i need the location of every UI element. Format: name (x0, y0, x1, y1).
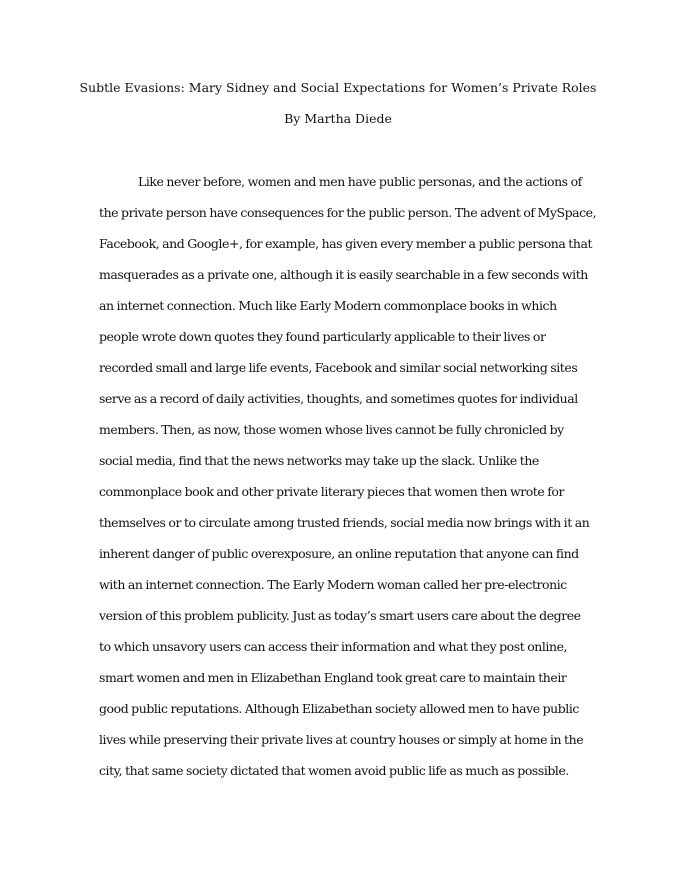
paragraph-line: smart women and men in Elizabethan England took great care to maintain their (99, 670, 567, 685)
paragraph-line: social media, find that the news networks may take up the slack. Unlike the (99, 453, 539, 468)
paragraph-line: to which unsavory users can access their information and what they post online, (99, 639, 568, 654)
paragraph-line: an internet connection. Much like Early Modern commonplace books in which (99, 298, 557, 313)
paragraph-line: themselves or to circulate among trusted friends, social media now brings with it an (99, 515, 590, 530)
paragraph-line: commonplace book and other private literary pieces that women then wrote for (99, 484, 565, 499)
page-title: Subtle Evasions: Mary Sidney and Social Expectations for Women’s Private Roles (79, 80, 597, 95)
paragraph-line: good public reputations. Although Elizabethan society allowed men to have public (99, 701, 579, 716)
paragraph-line: city, that same society dictated that women avoid public life as much as possible. (99, 763, 569, 778)
paragraph-line: Like never before, women and men have public personas, and the actions of (138, 174, 582, 189)
paragraph-line: with an internet connection. The Early Modern woman called her pre-electronic (99, 577, 567, 592)
paragraph-line: Facebook, and Google+, for example, has given every member a public persona that (99, 236, 593, 251)
paragraph-line: recorded small and large life events, Facebook and similar social networking sites (99, 360, 578, 375)
paragraph-line: members. Then, as now, those women whose lives cannot be fully chronicled by (99, 422, 564, 437)
paragraph-line: the private person have consequences for the public person. The advent of MySpace, (99, 205, 597, 220)
paragraph-line: serve as a record of daily activities, thoughts, and sometimes quotes for individual (99, 391, 578, 406)
paragraph-line: lives while preserving their private lives at country houses or simply at home in the (99, 732, 584, 747)
paragraph-line: version of this problem publicity. Just as today’s smart users care about the degree (99, 608, 581, 623)
author-byline: By Martha Diede (284, 111, 392, 126)
paragraph-line: people wrote down quotes they found particularly applicable to their lives or (99, 329, 546, 344)
paragraph-line: inherent danger of public overexposure, an online reputation that anyone can find (99, 546, 579, 561)
body-paragraph (99, 172, 597, 792)
paragraph-line: masquerades as a private one, although it is easily searchable in a few seconds with (99, 267, 588, 282)
